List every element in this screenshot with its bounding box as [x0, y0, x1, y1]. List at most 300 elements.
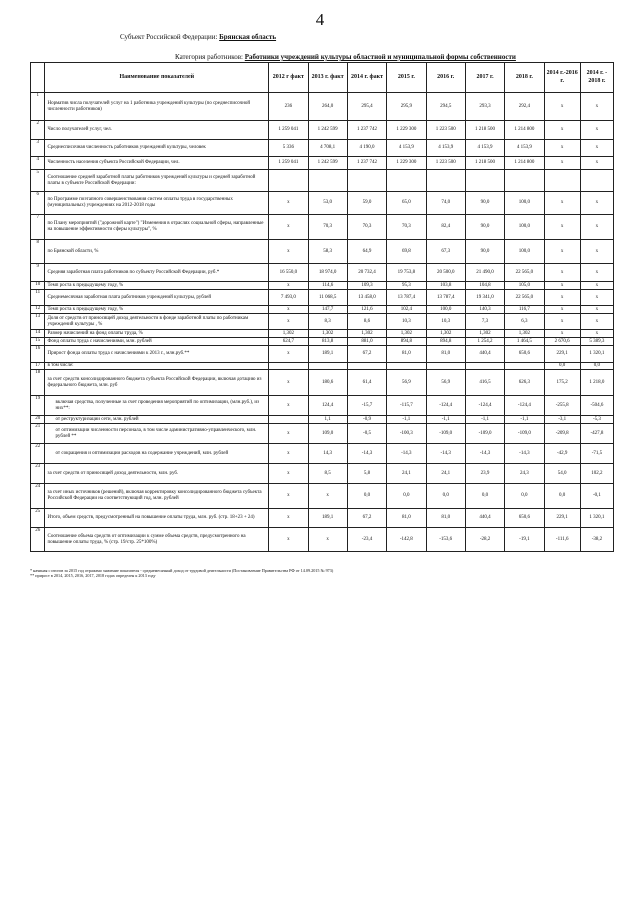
- value-cell: 624,7: [269, 338, 308, 346]
- table-row: [31, 215, 614, 240]
- row-number: 10: [31, 282, 45, 290]
- table-row: [31, 170, 614, 192]
- value-cell: 70,3: [387, 215, 426, 240]
- row-number: 25: [31, 509, 45, 528]
- indicator-name: по Программе поэтапного совершенствования систем оплаты труда в государственных (муниципальных) учреждениях на 2012-2018 годы: [45, 192, 269, 215]
- value-cell: x: [269, 484, 308, 509]
- indicator-name: от сокращения и оптимизации расходов на содержание учреждений, млн. рублей: [45, 444, 269, 464]
- indicators-table: [30, 62, 614, 552]
- value-cell: 11 068,5: [308, 290, 347, 306]
- value-cell: 440,4: [465, 346, 504, 363]
- value-cell: [505, 363, 544, 370]
- table-row: [31, 282, 614, 290]
- value-cell: x: [580, 330, 613, 338]
- indicator-name: Размер начислений на фонд оплаты труда, %: [45, 330, 269, 338]
- row-number: 18: [31, 370, 45, 396]
- value-cell: 1,302: [347, 330, 386, 338]
- value-cell: 21 490,0: [465, 264, 504, 282]
- row-number: 17: [31, 363, 45, 370]
- value-cell: 13 787,4: [387, 290, 426, 306]
- value-cell: 1,1: [308, 416, 347, 424]
- value-cell: x: [308, 528, 347, 552]
- header-2017: 2017 г.: [465, 63, 504, 93]
- indicator-name: Темп роста к предыдущему году, %: [45, 282, 269, 290]
- value-cell: x: [580, 264, 613, 282]
- value-cell: 18 974,0: [308, 264, 347, 282]
- row-number: 23: [31, 464, 45, 484]
- value-cell: x: [269, 396, 308, 416]
- value-cell: x: [269, 314, 308, 330]
- value-cell: 1 242 599: [308, 121, 347, 140]
- value-cell: -100,3: [387, 424, 426, 444]
- value-cell: 16 550,0: [269, 264, 308, 282]
- indicator-name: Число получателей услуг, чел.: [45, 121, 269, 140]
- category-line: [175, 53, 516, 61]
- value-cell: x: [580, 93, 613, 121]
- indicator-name: за счет иных источников (решений), включая корректировку консолидированного бюджета субъекта Российской Федерации на соответствующий год, млн. рублей: [45, 484, 269, 509]
- subject-value: Брянская область: [219, 33, 277, 41]
- indicator-name: Среднесписочная численность работников учреждений культуры, человек: [45, 140, 269, 157]
- value-cell: x: [269, 346, 308, 363]
- row-number: 3: [31, 140, 45, 157]
- value-cell: 8,6: [347, 314, 386, 330]
- header-2018: 2018 г.: [505, 63, 544, 93]
- value-cell: 894,8: [387, 338, 426, 346]
- value-cell: x: [580, 306, 613, 314]
- indicator-name: Фонд оплаты труда с начислениями, млн. рублей: [45, 338, 269, 346]
- value-cell: 70,3: [347, 215, 386, 240]
- value-cell: 100,0: [505, 192, 544, 215]
- value-cell: 189,1: [308, 509, 347, 528]
- header-2015: 2015 г.: [387, 63, 426, 93]
- value-cell: -115,7: [387, 396, 426, 416]
- value-cell: -255,8: [544, 396, 580, 416]
- value-cell: x: [544, 93, 580, 121]
- value-cell: 19 341,0: [465, 290, 504, 306]
- value-cell: 894,8: [426, 338, 465, 346]
- value-cell: 65,0: [387, 192, 426, 215]
- value-cell: 74,0: [426, 192, 465, 215]
- value-cell: 0,0: [465, 484, 504, 509]
- value-cell: x: [544, 290, 580, 306]
- value-cell: x: [580, 215, 613, 240]
- table-row: [31, 396, 614, 416]
- value-cell: -124,4: [426, 396, 465, 416]
- value-cell: 22 565,0: [505, 290, 544, 306]
- value-cell: 1,302: [387, 330, 426, 338]
- value-cell: 70,3: [308, 215, 347, 240]
- value-cell: 24,1: [387, 464, 426, 484]
- value-cell: 1 223 500: [426, 121, 465, 140]
- row-number: 21: [31, 424, 45, 444]
- value-cell: 1 229 300: [387, 157, 426, 170]
- value-cell: [580, 170, 613, 192]
- value-cell: 294,5: [426, 93, 465, 121]
- value-cell: -14,3: [347, 444, 386, 464]
- value-cell: 229,1: [544, 346, 580, 363]
- row-number: 6: [31, 192, 45, 215]
- value-cell: 650,6: [505, 346, 544, 363]
- value-cell: 0,0: [544, 484, 580, 509]
- value-cell: 4 153,9: [505, 140, 544, 157]
- value-cell: -14,3: [426, 444, 465, 464]
- value-cell: -0,9: [347, 416, 386, 424]
- value-cell: 1,302: [505, 330, 544, 338]
- indicator-name: включая средства, полученные за счет проведения мероприятий по оптимизации, (млн.руб.), из них**:: [45, 396, 269, 416]
- value-cell: -142,8: [387, 528, 426, 552]
- value-cell: 416,5: [465, 370, 504, 396]
- value-cell: 295,9: [387, 93, 426, 121]
- value-cell: 1,302: [465, 330, 504, 338]
- header-num: [31, 63, 45, 93]
- value-cell: -15,7: [347, 396, 386, 416]
- table-row: [31, 140, 614, 157]
- value-cell: x: [269, 192, 308, 215]
- table-row: [31, 424, 614, 444]
- table-row: [31, 330, 614, 338]
- indicator-name: Средняя заработная плата работников по субъекту Российской Федерации, руб.*: [45, 264, 269, 282]
- value-cell: 140,3: [465, 306, 504, 314]
- value-cell: x: [544, 140, 580, 157]
- row-number: 24: [31, 484, 45, 509]
- value-cell: 81,0: [426, 509, 465, 528]
- row-number: 7: [31, 215, 45, 240]
- footnote-1: * начиная с итогов за 2015 год отражено значение показателя - среднемесячный доход от трудовой деятельности (Постановление Правительства РФ от 14.09.2015 № 973): [30, 568, 334, 573]
- value-cell: 13 787,4: [426, 290, 465, 306]
- value-cell: 0,0: [347, 484, 386, 509]
- table-row: [31, 363, 614, 370]
- value-cell: 1 320,1: [580, 509, 613, 528]
- value-cell: 61,4: [347, 370, 386, 396]
- row-number: 19: [31, 396, 45, 416]
- value-cell: x: [269, 444, 308, 464]
- value-cell: 59,0: [347, 192, 386, 215]
- row-number: 16: [31, 346, 45, 363]
- value-cell: x: [580, 282, 613, 290]
- value-cell: 82,4: [426, 215, 465, 240]
- table-row: [31, 338, 614, 346]
- indicator-name: Доля от средств от приносящей доход деятельности в фонде заработной платы по работникам учреждений культуры , %: [45, 314, 269, 330]
- indicator-name: по Плану мероприятий ("дорожной карте") "Изменения в отраслях социальной сферы, направленные на повышение эффективности сферы культуры", %: [45, 215, 269, 240]
- value-cell: -109,0: [426, 424, 465, 444]
- footnote-2: ** прирост в 2014, 2015, 2016, 2017, 2018 годах определен к 2013 году: [30, 573, 156, 579]
- value-cell: [347, 363, 386, 370]
- value-cell: 14,3: [308, 444, 347, 464]
- table-row: [31, 346, 614, 363]
- table-row: [31, 290, 614, 306]
- value-cell: x: [544, 264, 580, 282]
- value-cell: -153,6: [426, 528, 465, 552]
- value-cell: x: [544, 240, 580, 264]
- value-cell: 20 732,4: [347, 264, 386, 282]
- value-cell: 175,2: [544, 370, 580, 396]
- value-cell: 229,1: [544, 509, 580, 528]
- value-cell: [387, 170, 426, 192]
- row-number: 11: [31, 290, 45, 306]
- value-cell: 292,4: [505, 93, 544, 121]
- value-cell: 7,3: [465, 314, 504, 330]
- value-cell: 20 500,0: [426, 264, 465, 282]
- value-cell: -19,1: [505, 528, 544, 552]
- value-cell: 7 493,0: [269, 290, 308, 306]
- value-cell: 1 464,5: [505, 338, 544, 346]
- value-cell: [308, 170, 347, 192]
- row-number: 5: [31, 170, 45, 192]
- value-cell: -427,8: [580, 424, 613, 444]
- value-cell: [387, 363, 426, 370]
- value-cell: 1 254,2: [465, 338, 504, 346]
- table-row: [31, 444, 614, 464]
- value-cell: -124,4: [465, 396, 504, 416]
- value-cell: 1 223 500: [426, 157, 465, 170]
- value-cell: x: [269, 528, 308, 552]
- indicator-name: от реструктуризации сети, млн. рублей: [45, 416, 269, 424]
- value-cell: 58,3: [308, 240, 347, 264]
- value-cell: x: [580, 157, 613, 170]
- indicator-name: за счет средств консолидированного бюджета субъекта Российской Федерации, включая дотацию из федерального бюджета, млн. руб: [45, 370, 269, 396]
- value-cell: -1,1: [387, 416, 426, 424]
- value-cell: 295,4: [347, 93, 386, 121]
- value-cell: 1 229 300: [387, 121, 426, 140]
- row-number: 22: [31, 444, 45, 464]
- indicator-name: Среднемесячная заработная плата работников учреждений культуры, рублей: [45, 290, 269, 306]
- table-row: [31, 484, 614, 509]
- indicator-name: Соотношение средней заработной платы работников учреждений культуры и средней заработной платы в субъекте Российской Федерации:: [45, 170, 269, 192]
- value-cell: x: [544, 330, 580, 338]
- value-cell: 650,6: [505, 509, 544, 528]
- value-cell: x: [269, 215, 308, 240]
- value-cell: 53,0: [308, 192, 347, 215]
- value-cell: -5,3: [580, 416, 613, 424]
- value-cell: 440,4: [465, 509, 504, 528]
- row-number: 20: [31, 416, 45, 424]
- value-cell: 109,0: [308, 424, 347, 444]
- value-cell: x: [269, 282, 308, 290]
- value-cell: 56,9: [426, 370, 465, 396]
- value-cell: [347, 170, 386, 192]
- value-cell: 102,4: [387, 306, 426, 314]
- table-row: [31, 93, 614, 121]
- value-cell: -14,3: [387, 444, 426, 464]
- indicator-name: Соотношение объема средств от оптимизации к сумме объема средств, предусмотренного на повышение оплаты труда, % (стр. 19/стр. 25*100%): [45, 528, 269, 552]
- value-cell: 100,0: [505, 215, 544, 240]
- table-body: [31, 93, 614, 552]
- value-cell: 10,3: [426, 314, 465, 330]
- value-cell: 124,4: [308, 396, 347, 416]
- value-cell: -109,0: [505, 424, 544, 444]
- value-cell: 95,3: [387, 282, 426, 290]
- table-row: [31, 528, 614, 552]
- value-cell: 90,0: [465, 240, 504, 264]
- header-2016: 2016 г.: [426, 63, 465, 93]
- value-cell: 0,0: [544, 363, 580, 370]
- value-cell: -209,8: [544, 424, 580, 444]
- value-cell: x: [544, 215, 580, 240]
- value-cell: 1,302: [426, 330, 465, 338]
- value-cell: 5 389,3: [580, 338, 613, 346]
- value-cell: -1,1: [505, 416, 544, 424]
- indicator-name: Итого, объем средств, предусмотренный на повышение оплаты труда, млн. руб. (стр. 18+23 + 24): [45, 509, 269, 528]
- value-cell: 1 259 041: [269, 121, 308, 140]
- table-row: [31, 509, 614, 528]
- value-cell: 1 214 800: [505, 121, 544, 140]
- value-cell: 24,3: [505, 464, 544, 484]
- header-name: Наименование показателей: [45, 63, 269, 93]
- indicator-name: в том числе:: [45, 363, 269, 370]
- value-cell: 116,7: [505, 306, 544, 314]
- row-number: 12: [31, 306, 45, 314]
- value-cell: x: [580, 240, 613, 264]
- value-cell: 54,0: [544, 464, 580, 484]
- value-cell: x: [580, 192, 613, 215]
- value-cell: 5,8: [347, 464, 386, 484]
- value-cell: 1 214 800: [505, 157, 544, 170]
- header-2014: 2014 г. факт: [347, 63, 386, 93]
- value-cell: 105,0: [505, 282, 544, 290]
- value-cell: -23,4: [347, 528, 386, 552]
- value-cell: 4 153,9: [387, 140, 426, 157]
- value-cell: x: [544, 306, 580, 314]
- value-cell: 1 237 742: [347, 121, 386, 140]
- value-cell: 24,1: [426, 464, 465, 484]
- indicator-name: Норматив числа получателей услуг на 1 работника учреждений культуры (по среднесписочной численности работников): [45, 93, 269, 121]
- value-cell: 293,3: [465, 93, 504, 121]
- table-row: [31, 240, 614, 264]
- value-cell: [544, 170, 580, 192]
- value-cell: 4 708,1: [308, 140, 347, 157]
- value-cell: x: [580, 314, 613, 330]
- value-cell: -1,1: [426, 416, 465, 424]
- value-cell: 1,302: [269, 330, 308, 338]
- value-cell: 626,3: [505, 370, 544, 396]
- value-cell: x: [269, 509, 308, 528]
- indicator-name: Темп роста к предыдущему году, %: [45, 306, 269, 314]
- footnotes: [30, 568, 620, 579]
- value-cell: x: [544, 282, 580, 290]
- value-cell: 1 320,1: [580, 346, 613, 363]
- header-2014-2018: 2014 г. - 2018 г.: [580, 63, 613, 93]
- value-cell: -42,9: [544, 444, 580, 464]
- row-number: 8: [31, 240, 45, 264]
- row-number: 15: [31, 338, 45, 346]
- row-number: 4: [31, 157, 45, 170]
- value-cell: x: [308, 484, 347, 509]
- value-cell: -14,3: [505, 444, 544, 464]
- value-cell: 180,6: [308, 370, 347, 396]
- value-cell: [308, 363, 347, 370]
- value-cell: 81,0: [387, 346, 426, 363]
- value-cell: 109,3: [347, 282, 386, 290]
- value-cell: 104,8: [465, 282, 504, 290]
- table-row: [31, 306, 614, 314]
- value-cell: 8,5: [308, 464, 347, 484]
- value-cell: 81,0: [387, 509, 426, 528]
- table-row: [31, 314, 614, 330]
- indicator-name: за счет средств от приносящей доход деятельности, млн. руб.: [45, 464, 269, 484]
- value-cell: 67,2: [347, 346, 386, 363]
- value-cell: 67,2: [347, 509, 386, 528]
- value-cell: 0,0: [387, 484, 426, 509]
- value-cell: x: [269, 424, 308, 444]
- value-cell: -0,5: [347, 424, 386, 444]
- table-row: [31, 416, 614, 424]
- value-cell: x: [544, 121, 580, 140]
- subject-line: [120, 33, 276, 41]
- table-row: [31, 157, 614, 170]
- value-cell: -124,4: [505, 396, 544, 416]
- value-cell: [426, 363, 465, 370]
- value-cell: 5 336: [269, 140, 308, 157]
- value-cell: 90,0: [465, 192, 504, 215]
- value-cell: -71,5: [580, 444, 613, 464]
- value-cell: x: [580, 290, 613, 306]
- value-cell: 1 242 599: [308, 157, 347, 170]
- value-cell: [426, 170, 465, 192]
- value-cell: x: [580, 121, 613, 140]
- value-cell: 100,0: [426, 306, 465, 314]
- table-row: [31, 464, 614, 484]
- value-cell: 1,302: [308, 330, 347, 338]
- value-cell: 56,9: [387, 370, 426, 396]
- value-cell: 189,1: [308, 346, 347, 363]
- value-cell: 90,0: [465, 215, 504, 240]
- indicator-name: от оптимизации численности персонала, в том числе административно-управленческого, млн. рублей **: [45, 424, 269, 444]
- value-cell: 4 153,9: [465, 140, 504, 157]
- category-label: Категория работников:: [175, 53, 244, 61]
- subject-label: Субъект Российской Федерации:: [120, 33, 218, 41]
- value-cell: 8,3: [308, 314, 347, 330]
- value-cell: 2 670,6: [544, 338, 580, 346]
- value-cell: 1 218,0: [580, 370, 613, 396]
- value-cell: 102,2: [580, 464, 613, 484]
- value-cell: -28,2: [465, 528, 504, 552]
- table-header-row: [31, 63, 614, 93]
- value-cell: x: [269, 464, 308, 484]
- value-cell: 13 458,0: [347, 290, 386, 306]
- value-cell: x: [544, 314, 580, 330]
- value-cell: -504,6: [580, 396, 613, 416]
- row-number: 14: [31, 330, 45, 338]
- value-cell: 881,0: [347, 338, 386, 346]
- value-cell: -38,2: [580, 528, 613, 552]
- value-cell: -111,6: [544, 528, 580, 552]
- value-cell: 236: [269, 93, 308, 121]
- table-row: [31, 370, 614, 396]
- value-cell: 1 237 742: [347, 157, 386, 170]
- value-cell: [505, 170, 544, 192]
- value-cell: 1 218 500: [465, 157, 504, 170]
- category-value: Работники учреждений культуры областной и муниципальной формы собственности: [244, 53, 516, 61]
- value-cell: 0,0: [580, 363, 613, 370]
- value-cell: 1 259 041: [269, 157, 308, 170]
- page-number: 4: [315, 10, 325, 29]
- table-row: [31, 121, 614, 140]
- value-cell: 69,8: [387, 240, 426, 264]
- indicator-name: Численность населения субъекта Российской Федерации, чел.: [45, 157, 269, 170]
- value-cell: x: [269, 306, 308, 314]
- value-cell: [465, 170, 504, 192]
- value-cell: 4 190,0: [347, 140, 386, 157]
- value-cell: x: [544, 157, 580, 170]
- value-cell: 147,7: [308, 306, 347, 314]
- row-number: 13: [31, 314, 45, 330]
- value-cell: [465, 363, 504, 370]
- table-row: [31, 264, 614, 282]
- value-cell: 4 153,9: [426, 140, 465, 157]
- header-2014-2016: 2014 г.-2016 г.: [544, 63, 580, 93]
- value-cell: x: [269, 370, 308, 396]
- value-cell: 0,0: [505, 484, 544, 509]
